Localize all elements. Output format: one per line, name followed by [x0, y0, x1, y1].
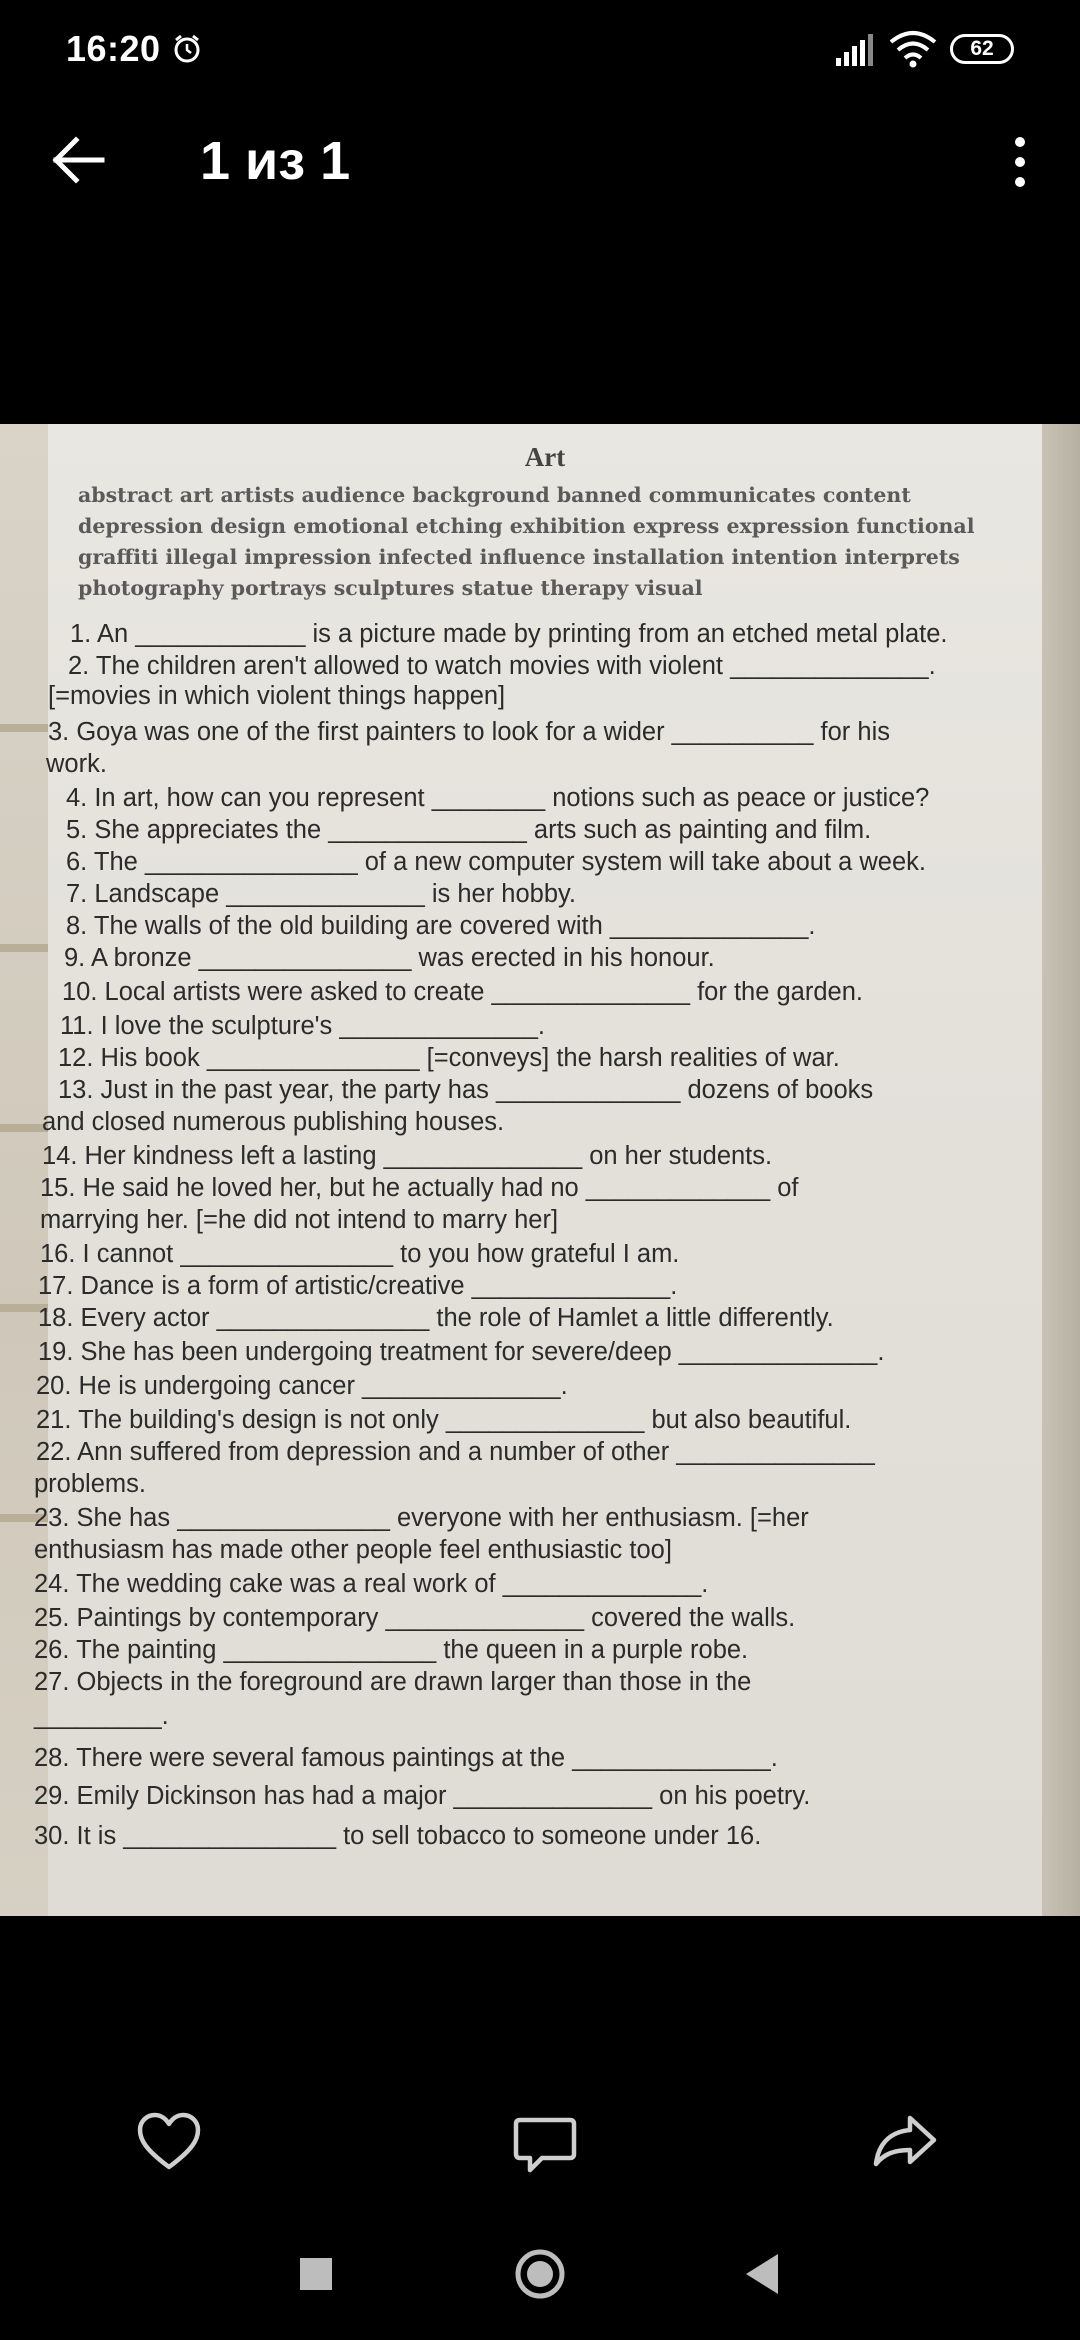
- word-bank-line: photography portrays sculptures statue therapy visual: [78, 576, 703, 600]
- exercise-list: [34, 424, 1042, 1916]
- exercise-line: 11. I love the sculpture's ______________.: [60, 1012, 546, 1040]
- exercise-line: 22. Ann suffered from depression and a number of other ______________: [36, 1438, 875, 1466]
- exercise-line: [=movies in which violent things happen]: [48, 682, 506, 710]
- system-navigation-bar: [0, 2230, 1080, 2320]
- exercise-line: 14. Her kindness left a lasting ______________ on her students.: [42, 1142, 773, 1170]
- exercise-line: 25. Paintings by contemporary ______________ covered the walls.: [34, 1604, 796, 1632]
- worksheet-title: Art: [524, 442, 566, 472]
- exercise-line: 8. The walls of the old building are covered with ______________.: [66, 912, 816, 940]
- exercise-line: 17. Dance is a form of artistic/creative ______________.: [38, 1272, 678, 1300]
- exercise-line: 29. Emily Dickinson has had a major ______________ on his poetry.: [34, 1782, 811, 1810]
- exercise-line: 9. A bronze _______________ was erected in his honour.: [64, 944, 715, 972]
- word-bank-line: abstract art artists audience background banned communicates content: [78, 483, 911, 507]
- signal-icon: [834, 34, 874, 66]
- share-icon[interactable]: [872, 2114, 938, 2168]
- exercise-line: 16. I cannot _______________ to you how grateful I am.: [40, 1240, 680, 1268]
- home-circle-icon[interactable]: [514, 2248, 566, 2300]
- exercise-line: 15. He said he loved her, but he actually had no _____________ of: [40, 1174, 799, 1202]
- exercise-line: 27. Objects in the foreground are drawn larger than those in the: [34, 1668, 752, 1696]
- worksheet: [34, 424, 1042, 1916]
- exercise-line: 5. She appreciates the ______________ arts such as painting and film.: [66, 816, 872, 844]
- back-arrow-icon[interactable]: [46, 128, 110, 192]
- exercise-line: 26. The painting _______________ the queen in a purple robe.: [34, 1636, 749, 1664]
- exercise-line: and closed numerous publishing houses.: [42, 1108, 505, 1136]
- status-time: 16:20: [66, 28, 161, 69]
- background-surface: [1042, 424, 1080, 1916]
- comment-icon[interactable]: [512, 2114, 578, 2176]
- exercise-line: 30. It is _______________ to sell tobacco to someone under 16.: [34, 1822, 762, 1850]
- photo-viewer[interactable]: [0, 424, 1080, 1916]
- exercise-line: 12. His book _______________ [=conveys] the harsh realities of war.: [58, 1044, 840, 1072]
- back-triangle-icon[interactable]: [742, 2252, 782, 2296]
- exercise-line: 2. The children aren't allowed to watch movies with violent ______________.: [68, 652, 936, 680]
- exercise-line: 4. In art, how can you represent ________ notions such as peace or justice?: [66, 784, 930, 812]
- exercise-line: marrying her. [=he did not intend to marry her]: [40, 1206, 559, 1234]
- more-options-icon[interactable]: [1000, 130, 1040, 194]
- word-bank-line: graffiti illegal impression infected influence installation intention interprets: [78, 545, 960, 569]
- exercise-line: problems.: [34, 1470, 146, 1498]
- wifi-icon: [888, 30, 938, 68]
- recents-square-icon[interactable]: [300, 2258, 332, 2290]
- page-title: 1 из 1: [200, 131, 351, 191]
- app-bar: [0, 100, 1080, 220]
- word-bank-line: depression design emotional etching exhibition express expression functional: [78, 514, 975, 538]
- alarm-icon: [172, 34, 202, 64]
- status-bar: [0, 0, 1080, 100]
- exercise-line: 7. Landscape ______________ is her hobby.: [66, 880, 576, 908]
- exercise-line: 19. She has been undergoing treatment for severe/deep ______________.: [38, 1338, 885, 1366]
- exercise-line: enthusiasm has made other people feel enthusiastic too]: [34, 1536, 672, 1564]
- exercise-line: 6. The _______________ of a new computer system will take about a week.: [66, 848, 926, 876]
- battery-level: 62: [970, 37, 994, 60]
- exercise-line: 13. Just in the past year, the party has _____________ dozens of books: [58, 1076, 874, 1104]
- exercise-line: 24. The wedding cake was a real work of ______________.: [34, 1570, 709, 1598]
- exercise-line: 1. An ____________ is a picture made by printing from an etched metal plate.: [70, 620, 948, 648]
- exercise-line: 18. Every actor _______________ the role of Hamlet a little differently.: [38, 1304, 834, 1332]
- exercise-line: 10. Local artists were asked to create ______________ for the garden.: [62, 978, 863, 1006]
- exercise-line: 23. She has _______________ everyone with her enthusiasm. [=her: [34, 1504, 809, 1532]
- action-bar: [0, 2100, 1080, 2200]
- exercise-line: 21. The building's design is not only ______________ but also beautiful.: [36, 1406, 852, 1434]
- battery-indicator: [950, 34, 1014, 64]
- exercise-line: 20. He is undergoing cancer ______________.: [36, 1372, 568, 1400]
- exercise-line: _________.: [34, 1702, 169, 1730]
- exercise-line: work.: [46, 750, 107, 778]
- heart-icon[interactable]: [136, 2112, 202, 2172]
- exercise-line: 28. There were several famous paintings at the ______________.: [34, 1744, 778, 1772]
- exercise-line: 3. Goya was one of the first painters to look for a wider __________ for his: [48, 718, 890, 746]
